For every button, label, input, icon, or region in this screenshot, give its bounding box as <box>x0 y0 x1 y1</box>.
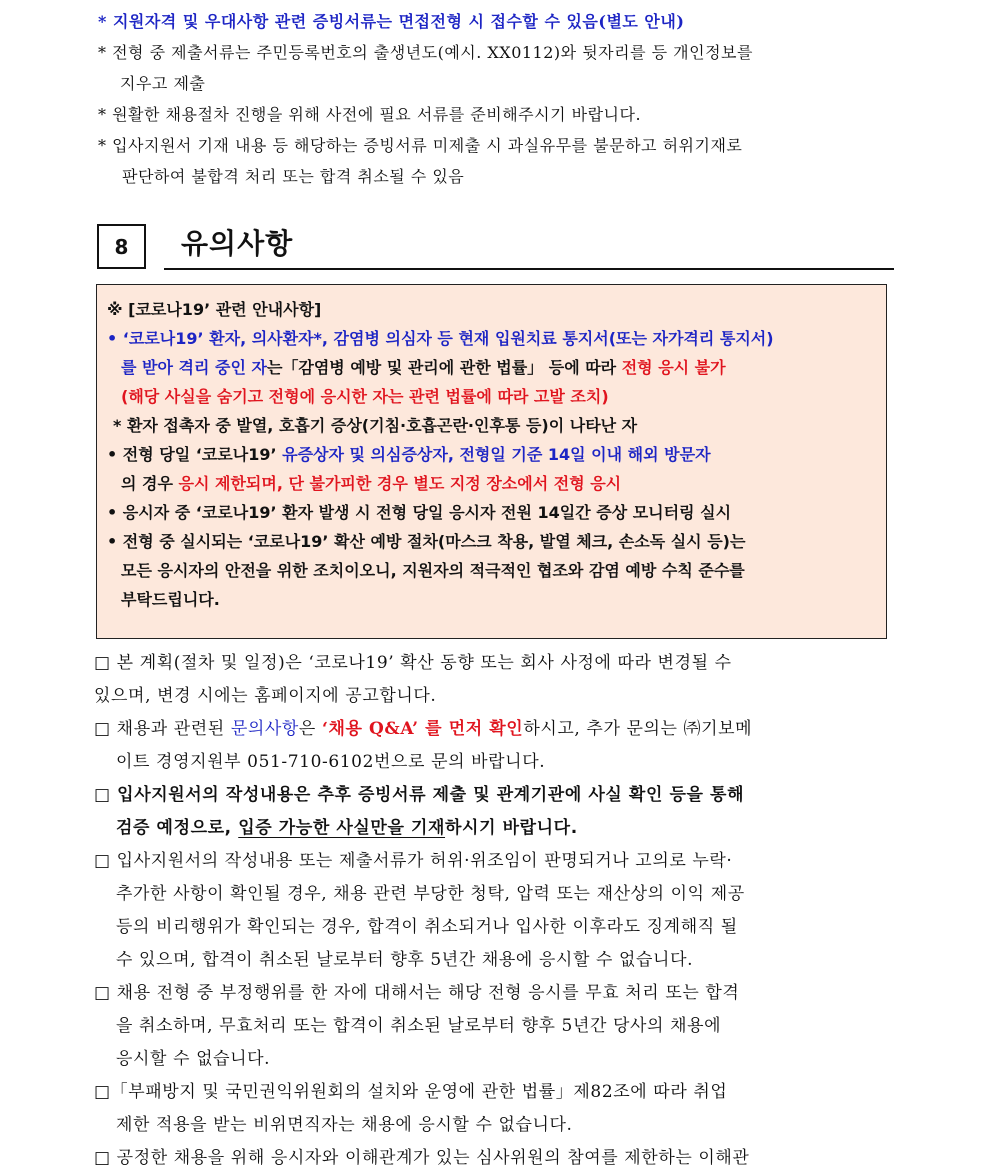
notice-line: • 전형 중 실시되는 ‘코로나19’ 확산 예방 절차(마스크 착용, 발열 체크, 손소독 실시 등)는 <box>107 532 746 551</box>
list-item-line: 추가한 사항이 확인될 경우, 채용 관련 부당한 청탁, 압력 또는 재산상의 이익 제공 <box>116 884 745 904</box>
notice-text: 는「감염병 예방 및 관리에 관한 법률」 등에 따라 <box>266 358 622 377</box>
list-item-line <box>94 812 904 845</box>
list-item-line: □ 본 계획(절차 및 일정)은 ‘코로나19’ 확산 동향 또는 회사 사정에 따라 변경될 수 <box>94 653 732 673</box>
notice-line: 모든 응시자의 안전을 위한 조치이오니, 지원자의 적극적인 협조와 감염 예방 수칙 준수를 <box>121 561 745 580</box>
list-item-line: 이트 경영지원부 051-710-6102번으로 문의 바랍니다. <box>116 752 546 772</box>
list-item-line: □「부패방지 및 국민권익위원회의 설치와 운영에 관한 법률」제82조에 따라 취업 <box>94 1082 728 1102</box>
notice-text-blue: 유증상자 및 의심증상자, 전형일 기준 14일 이내 해외 방문자 <box>282 445 711 464</box>
notice-text-red: 전형 응시 불가 <box>621 358 726 377</box>
section-title-rule <box>164 268 894 270</box>
section-title: 유의사항 <box>181 227 294 260</box>
list-item-line: 등의 비리행위가 확인되는 경우, 합격이 취소되거나 입사한 이후라도 징계해직 될 <box>116 917 738 937</box>
item-text-blue: 문의사항 <box>230 719 299 739</box>
note-line: 판단하여 불합격 처리 또는 합격 취소될 수 있음 <box>122 167 465 186</box>
note-line: * 입사지원서 기재 내용 등 해당하는 증빙서류 미제출 시 과실유무를 불문하고 허위기재로 <box>98 136 743 155</box>
list-item-line: 응시할 수 없습니다. <box>116 1049 271 1069</box>
notice-line <box>107 469 886 498</box>
list-item-line: □ 입사지원서의 작성내용은 추후 증빙서류 제출 및 관계기관에 사실 확인 등을 통해 <box>94 785 745 805</box>
caution-items-list <box>94 647 904 1175</box>
covid-notice-box <box>96 284 887 639</box>
note-line: * 지원자격 및 우대사항 관련 증빙서류는 면접전형 시 접수할 수 있음(별도 안내) <box>98 12 685 31</box>
list-item-line <box>94 713 904 746</box>
list-item-line: 수 있으며, 합격이 취소된 날로부터 향후 5년간 채용에 응시할 수 없습니다. <box>116 950 694 970</box>
notice-line <box>107 440 886 469</box>
notice-line <box>107 353 886 382</box>
list-item-line: 을 취소하며, 무효처리 또는 합격이 취소된 날로부터 향후 5년간 당사의 채용에 <box>116 1016 722 1036</box>
item-text-underlined: 입증 가능한 사실만을 기재 <box>238 818 446 838</box>
notice-line: 부탁드립니다. <box>121 590 220 609</box>
list-item-line: □ 입사지원서의 작성내용 또는 제출서류가 허위·위조임이 판명되거나 고의로 누락· <box>94 851 733 871</box>
note-line: 지우고 제출 <box>120 74 206 93</box>
list-item-line: □ 채용 전형 중 부정행위를 한 자에 대해서는 해당 전형 응시를 무효 처리 또는 합격 <box>94 983 740 1003</box>
note-line: * 원활한 채용절차 진행을 위해 사전에 필요 서류를 준비해주시기 바랍니다. <box>98 105 642 124</box>
notice-line: (해당 사실을 숨기고 전형에 응시한 자는 관련 법률에 따라 고발 조치) <box>121 387 609 406</box>
notice-heading: ※ [코로나19’ 관련 안내사항] <box>107 300 322 319</box>
section-number-box: 8 <box>97 224 146 269</box>
notice-footnote: * 환자 접촉자 중 발열, 호흡기 증상(기침·호흡곤란·인후통 등)이 나타난 자 <box>113 416 638 435</box>
item-text: 은 <box>298 719 322 739</box>
item-text-red: ‘채용 Q&A’ 를 먼저 확인 <box>321 719 524 739</box>
notice-text: 의 경우 <box>121 474 179 493</box>
item-text: 하시기 바랍니다. <box>445 818 578 838</box>
item-text: □ 채용과 관련된 <box>94 719 231 739</box>
notice-line: • ‘코로나19’ 환자, 의사환자*, 감염병 의심자 등 현재 입원치료 통지서(또는 자가격리 통지서) <box>107 329 774 348</box>
notice-line: • 응시자 중 ‘코로나19’ 환자 발생 시 전형 당일 응시자 전원 14일간 증상 모니터링 실시 <box>107 503 732 522</box>
notice-text-blue: 를 받아 격리 중인 자 <box>121 358 267 377</box>
notice-text-red: 응시 제한되며, 단 불가피한 경우 별도 지정 장소에서 전형 응시 <box>178 474 622 493</box>
item-text: 하시고, 추가 문의는 ㈜기보메 <box>523 719 753 739</box>
document-notes <box>98 6 918 192</box>
item-text: 검증 예정으로, <box>116 818 239 838</box>
notice-text: • 전형 당일 ‘코로나19’ <box>107 445 283 464</box>
note-line: * 전형 중 제출서류는 주민등록번호의 출생년도(예시. XX0112)와 뒷자리를 등 개인정보를 <box>98 43 753 62</box>
list-item-line: 제한 적용을 받는 비위면직자는 채용에 응시할 수 없습니다. <box>116 1115 573 1135</box>
list-item-line: 있으며, 변경 시에는 홈페이지에 공고합니다. <box>94 686 437 706</box>
list-item-line: □ 공정한 채용을 위해 응시자와 이해관계가 있는 심사위원의 참여를 제한하는 이해관 <box>94 1148 750 1168</box>
